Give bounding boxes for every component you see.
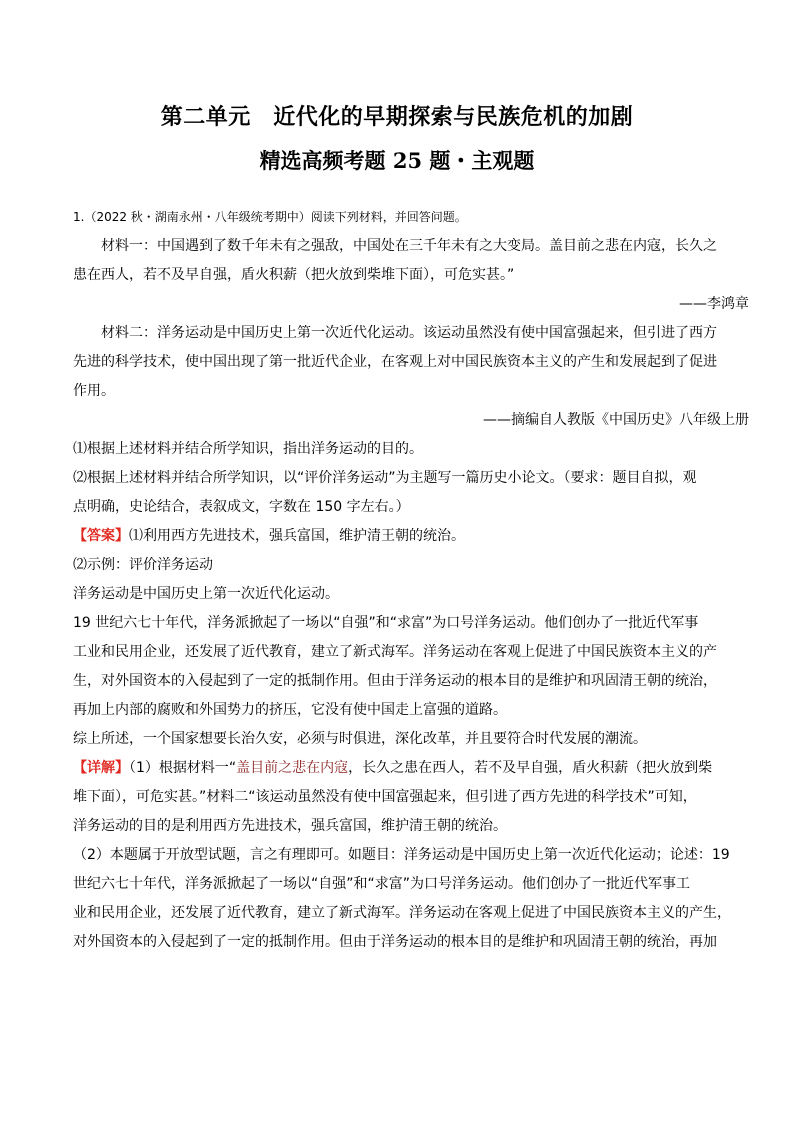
detail-label: 【详解】 xyxy=(73,760,129,776)
answer-1 xyxy=(73,522,749,551)
answer-2-line-5: 再加上内部的腐败和外国势力的挤压，它没有使中国走上富强的道路。 xyxy=(73,702,507,718)
answer-2-line-1: 洋务运动是中国历史上第一次近代化运动。 xyxy=(73,586,339,602)
answer-2-line-2: 19 世纪六七十年代，洋务派掀起了一场以“自强”和“求富”为口号洋务运动。他们创办了一批近代军事 xyxy=(73,615,699,631)
material-1-attribution: ——李鸿章 xyxy=(679,296,749,312)
answer-2-line-4: 生，对外国资本的入侵起到了一定的抵制作用。但由于洋务运动的根本目的是维护和巩固清王朝的统治， xyxy=(73,673,717,689)
answer-2-line-3: 工业和民用企业，还发展了近代教育，建立了新式海军。洋务运动在客观上促进了中国民族资本主义的产 xyxy=(73,644,717,660)
detail-1-quote: 盖目前之悲在内寇 xyxy=(236,760,349,776)
document-body xyxy=(73,203,749,957)
material-2-attribution: ——摘编自人教版《中国历史》八年级上册 xyxy=(483,412,749,428)
material-2-line-3: 作用。 xyxy=(73,383,115,399)
page-title: 第二单元 近代化的早期探索与民族危机的加剧 xyxy=(160,104,634,130)
detail-2-line-1: （2）本题属于开放型试题，言之有理即可。如题目：洋务运动是中国历史上第一次近代化运动；论述：19 xyxy=(73,847,730,863)
detail-1-line-2: 堆下面），可危实甚。”材料二“该运动虽然没有使中国富强起来，但引进了西方先进的科学技术”可知， xyxy=(73,789,697,805)
material-2-line-2: 先进的科学技术，使中国出现了第一批近代企业，在客观上对中国民族资本主义的产生和发展起到了促进 xyxy=(73,354,717,370)
page-subtitle: 精选高频考题 25 题・主观题 xyxy=(259,148,535,173)
detail-1-text-a: （1）根据材料一“ xyxy=(129,760,237,776)
material-1-line-1: 材料一：中国遇到了数千年未有之强敌，中国处在三千年未有之大变局。盖目前之悲在内寇，长久之 xyxy=(101,238,717,254)
detail-2-line-2: 世纪六七十年代，洋务派掀起了一场以“自强”和“求富”为口号洋务运动。他们创办了一批近代军事工 xyxy=(73,876,691,892)
question-2-line-1: ⑵根据上述材料并结合所学知识，以“评价洋务运动”为主题写一篇历史小论文。（要求：题目自拟，观 xyxy=(73,470,697,486)
answer-label: 【答案】 xyxy=(73,528,129,544)
material-2-line-1: 材料二：洋务运动是中国历史上第一次近代化运动。该运动虽然没有使中国富强起来，但引进了西方 xyxy=(101,325,717,341)
answer-1-text: ⑴利用西方先进技术，强兵富国，维护清王朝的统治。 xyxy=(129,528,465,544)
detail-2-line-4: 对外国资本的入侵起到了一定的抵制作用。但由于洋务运动的根本目的是维护和巩固清王朝的统治，再加 xyxy=(73,934,717,950)
question-1: ⑴根据上述材料并结合所学知识，指出洋务运动的目的。 xyxy=(73,441,423,457)
detail-1-line-3: 洋务运动的目的是利用西方先进技术，强兵富国，维护清王朝的统治。 xyxy=(73,818,507,834)
question-2-line-2: 点明确，史论结合，表叙成文，字数在 150 字左右。） xyxy=(73,499,410,515)
material-1-line-2: 患在西人，若不及早自强，盾火积薪（把火放到柴堆下面），可危实甚。” xyxy=(73,267,515,283)
detail-2-line-3: 业和民用企业，还发展了近代教育，建立了新式海军。洋务运动在客观上促进了中国民族资本主义的产生， xyxy=(73,905,731,921)
answer-2-title: ⑵示例：评价洋务运动 xyxy=(73,557,213,573)
question-source: 1.（2022 秋・湖南永州・八年级统考期中）阅读下列材料，并回答问题。 xyxy=(73,210,467,224)
detail-1-line-1 xyxy=(73,754,749,783)
answer-2-line-6: 综上所述，一个国家想要长治久安，必须与时俱进，深化改革，并且要符合时代发展的潮流。 xyxy=(73,731,647,747)
detail-1-text-c: ，长久之患在西人，若不及早自强，盾火积薪（把火放到柴 xyxy=(348,760,713,776)
